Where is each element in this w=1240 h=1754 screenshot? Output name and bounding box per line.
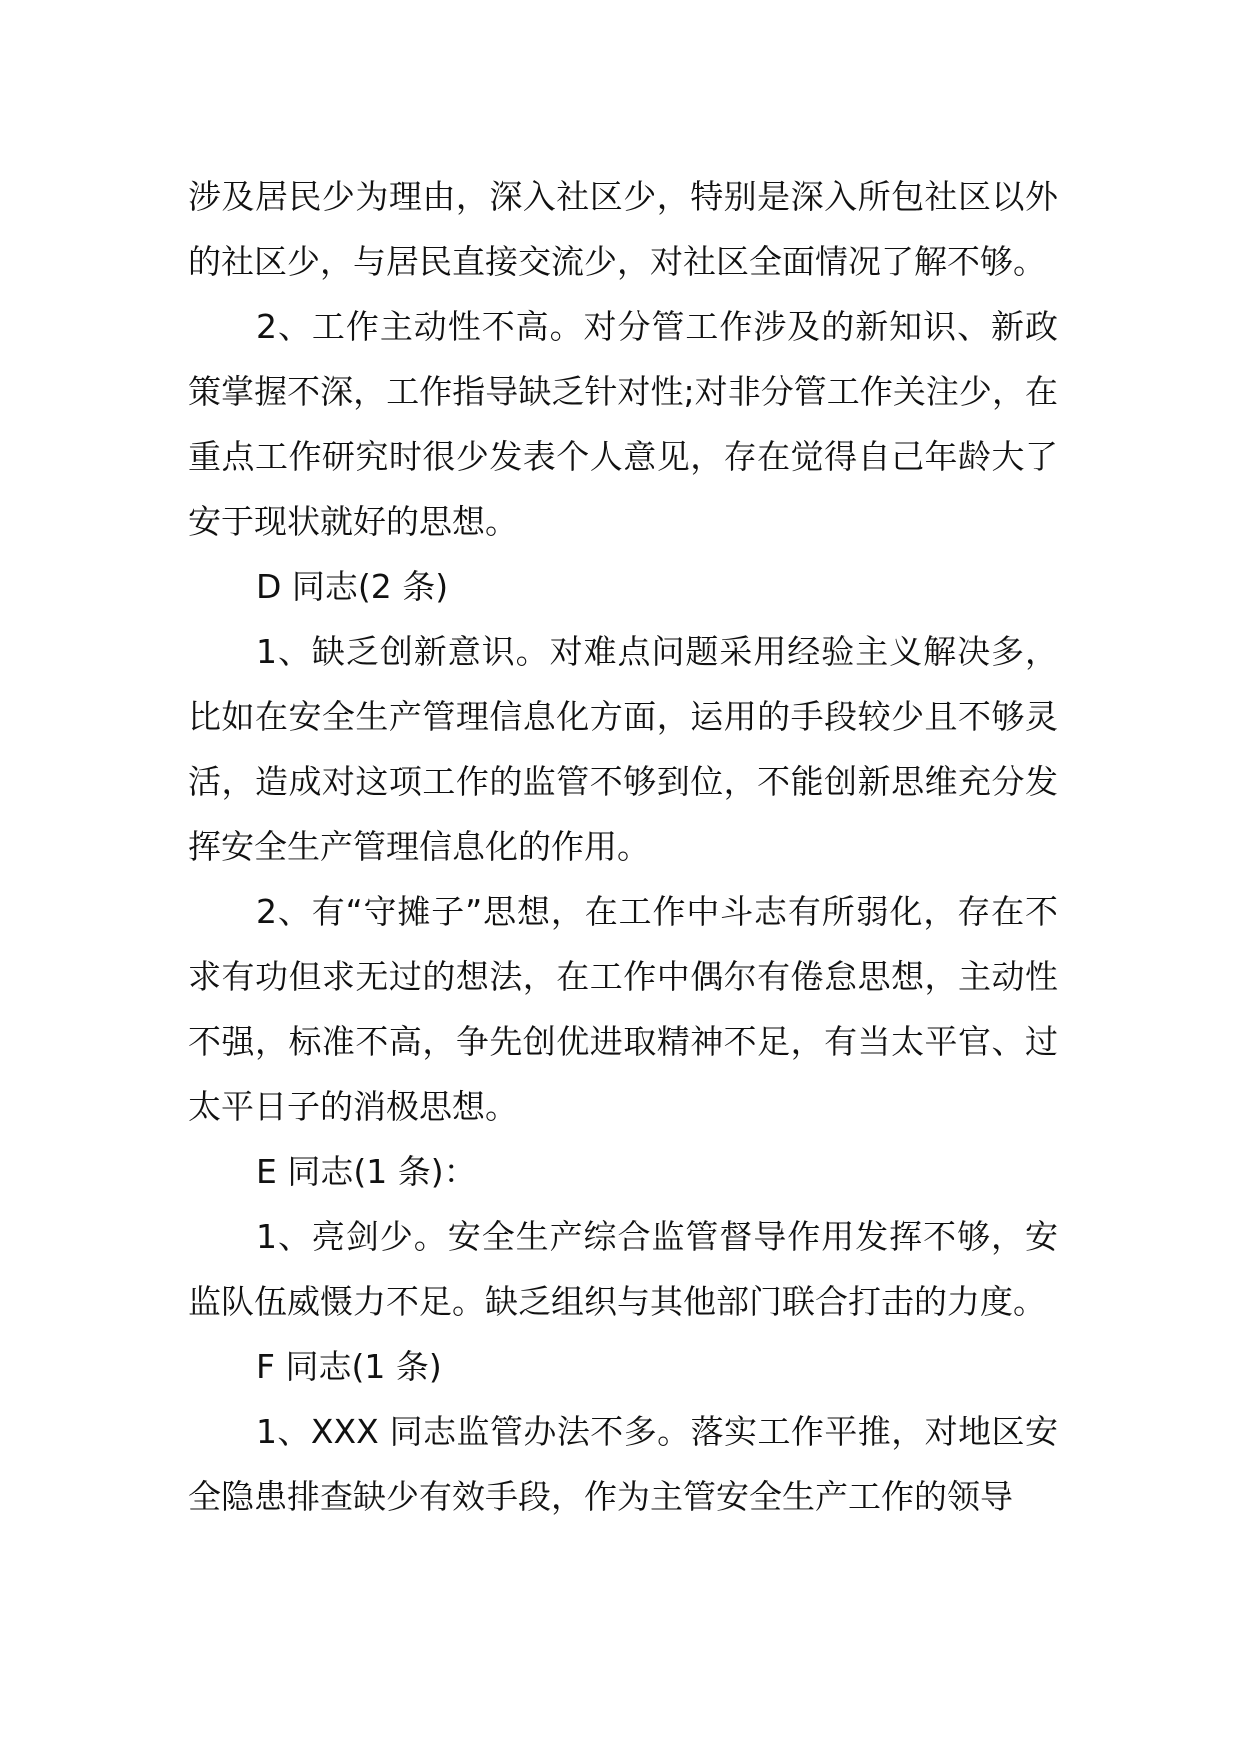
paragraph-item-1-enforcement: 1、亮剑少。安全生产综合监管督导作用发挥不够，安监队伍威慑力不足。缺乏组织与其他部门联合打击的力度。	[188, 1217, 1058, 1321]
paragraph-item-1-innovation: 1、缺乏创新意识。对难点问题采用经验主义解决多，比如在安全生产管理信息化方面，运用的手段较少且不够灵活，造成对这项工作的监管不够到位，不能创新思维充分发挥安全生产管理信息化的作用。	[188, 632, 1058, 866]
paragraph-item-1-supervision: 1、XXX 同志监管办法不多。落实工作平推，对地区安全隐患排查缺少有效手段，作为主管安全生产工作的领导	[188, 1412, 1058, 1516]
document-body	[188, 164, 1058, 1529]
section-heading-comrade-d: D 同志(2 条)	[256, 567, 449, 606]
paragraph-item-2-initiative: 2、工作主动性不高。对分管工作涉及的新知识、新政策掌握不深，工作指导缺乏针对性;对非分管工作关注少，在重点工作研究时很少发表个人意见，存在觉得自己年龄大了安于现状就好的思想。	[188, 307, 1058, 541]
paragraph-continuation: 涉及居民少为理由，深入社区少，特别是深入所包社区以外的社区少，与居民直接交流少，对社区全面情况了解不够。	[188, 177, 1058, 281]
paragraph-item-2-mindset: 2、有“守摊子”思想，在工作中斗志有所弱化，存在不求有功但求无过的想法，在工作中偶尔有倦怠思想，主动性不强，标准不高，争先创优进取精神不足，有当太平官、过太平日子的消极思想。	[188, 892, 1058, 1126]
section-heading-comrade-f: F 同志(1 条)	[256, 1347, 442, 1386]
section-heading-comrade-e: E 同志(1 条)：	[256, 1152, 477, 1191]
